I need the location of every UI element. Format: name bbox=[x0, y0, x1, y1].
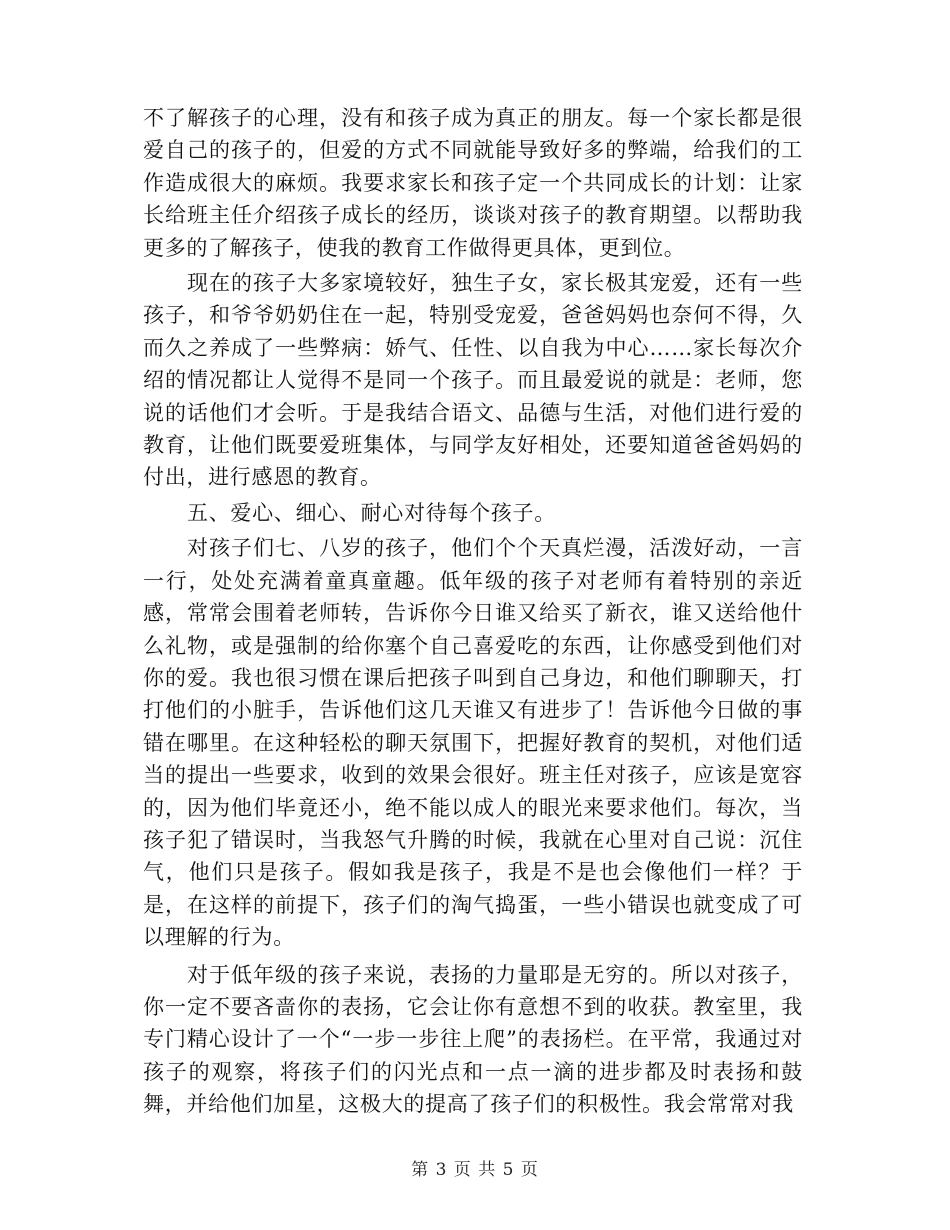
paragraph-power-of-praise: 对于低年级的孩子来说，表扬的力量耶是无穷的。所以对孩子，你一定不要吝啬你的表扬，它会让你有意想不到的收获。教室里，我专门精心设计了一个“一步一步往上爬”的表扬栏。在平常，我通过对孩子的观察，将孩子们的闪光点和一点一滴的进步都及时表扬和鼓舞，并给他们加星，这极大的提高了孩子们的积极性。我会常常对我 bbox=[143, 962, 803, 1117]
body-text bbox=[143, 102, 803, 1121]
section-heading-five: 五、爱心、细心、耐心对待每个孩子。 bbox=[187, 500, 556, 525]
paragraph-patience-with-children: 对孩子们七、八岁的孩子，他们个个天真烂漫，活泼好动，一言一行，处处充满着童真童趣。低年级的孩子对老师有着特别的亲近感，常常会围着老师转，告诉你今日谁又给买了新衣，谁又送给他什么礼物，或是强制的给你塞个自己喜爱吃的东西，让你感受到他们对你的爱。我也很习惯在课后把孩子叫到自己身边，和他们聊聊天，打打他们的小脏手，告诉他们这几天谁又有进步了！告诉他今日做的事错在哪里。在这种轻松的聊天氛围下，把握好教育的契机，对他们适当的提出一些要求，收到的效果会很好。班主任对孩子，应该是宽容的，因为他们毕竟还小，绝不能以成人的眼光来要求他们。每次，当孩子犯了错误时，当我怒气升腾的时候，我就在心里对自己说：沉住气，他们只是孩子。假如我是孩子，我是不是也会像他们一样？于是，在这样的前提下，孩子们的淘气捣蛋，一些小错误也就变成了可以理解的行为。 bbox=[143, 536, 803, 950]
paragraph-only-child-issues: 现在的孩子大多家境较好，独生子女，家长极其宠爱，还有一些孩子，和爷爷奶奶住在一起，特别受宠爱，爸爸妈妈也奈何不得，久而久之养成了一些弊病：娇气、任性、以自我为中心……家长每次介绍的情况都让人觉得不是同一个孩子。而且最爱说的就是：老师，您说的话他们才会听。于是我结合语文、品德与生活，对他们进行爱的教育，让他们既要爱班集体，与同学友好相处，还要知道爸爸妈妈的付出，进行感恩的教育。 bbox=[143, 271, 803, 490]
page-footer: 第 3 页 共 5 页 bbox=[411, 1160, 539, 1180]
paragraph-parent-communication: 不了解孩子的心理，没有和孩子成为真正的朋友。每一个家长都是很爱自己的孩子的，但爱的方式不同就能导致好多的弊端，给我们的工作造成很大的麻烦。我要求家长和孩子定一个共同成长的计划：让家长给班主任介绍孩子成长的经历，谈谈对孩子的教育期望。以帮助我更多的了解孩子，使我的教育工作做得更具体，更到位。 bbox=[143, 106, 803, 260]
